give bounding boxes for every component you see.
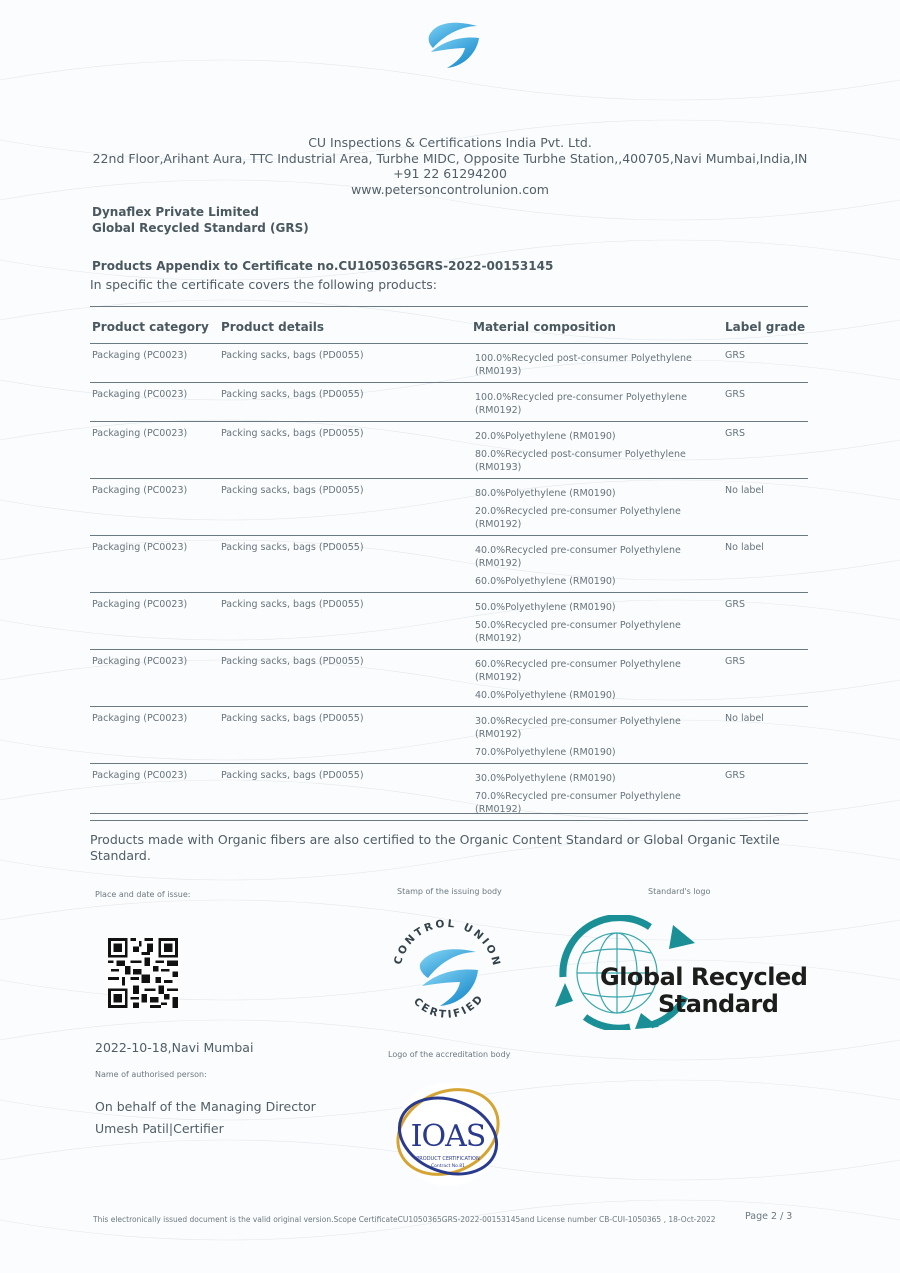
material-item: 50.0%Recycled pre-consumer Polyethylene (RM0192) bbox=[475, 620, 681, 644]
cell-material-composition bbox=[475, 715, 705, 764]
cell-product-category: Packaging (PC0023) bbox=[92, 656, 188, 667]
issuer-address: 22nd Floor,Arihant Aura, TTC Industrial Area, Turbhe MIDC, Opposite Turbhe Station,,400705,Navi Mumbai,India,IN bbox=[92, 150, 808, 166]
accreditation-logo-label: Logo of the accreditation body bbox=[388, 1050, 511, 1059]
ioas-accreditation-logo bbox=[390, 1076, 506, 1192]
table-row bbox=[90, 383, 808, 422]
cell-material-composition bbox=[475, 544, 705, 593]
cell-product-category: Packaging (PC0023) bbox=[92, 389, 188, 400]
grs-wordmark-line-1: Global Recycled bbox=[600, 963, 808, 991]
cell-product-details: Packing sacks, bags (PD0055) bbox=[221, 770, 364, 781]
header-product-details: Product details bbox=[221, 320, 325, 334]
authorised-line-2: Umesh Patil|Certifier bbox=[95, 1121, 224, 1136]
grs-wordmark-line-2: Standard bbox=[658, 990, 779, 1018]
cell-label-grade: GRS bbox=[725, 599, 745, 610]
covers-text: In specific the certificate covers the following products: bbox=[90, 277, 438, 292]
company-standard: Global Recycled Standard (GRS) bbox=[92, 221, 309, 235]
table-row bbox=[90, 344, 808, 383]
cell-label-grade: No label bbox=[725, 485, 764, 496]
cell-product-category: Packaging (PC0023) bbox=[92, 485, 188, 496]
cell-material-composition bbox=[475, 487, 705, 536]
material-item: 50.0%Polyethylene (RM0190) bbox=[475, 602, 616, 613]
place-date-label: Place and date of issue: bbox=[95, 890, 191, 899]
issuer-header bbox=[0, 135, 900, 197]
cell-product-category: Packaging (PC0023) bbox=[92, 713, 188, 724]
cell-material-composition bbox=[475, 430, 705, 479]
material-item: 30.0%Polyethylene (RM0190) bbox=[475, 773, 616, 784]
qr-code-icon[interactable] bbox=[108, 938, 178, 1008]
appendix-title: Products Appendix to Certificate no.CU1050365GRS-2022-00153145 bbox=[92, 259, 554, 273]
table-row bbox=[90, 536, 808, 593]
issuer-name: CU Inspections & Certifications India Pvt. Ltd. bbox=[308, 135, 592, 150]
cell-product-details: Packing sacks, bags (PD0055) bbox=[221, 485, 364, 496]
svg-text:Contract No.81: Contract No.81 bbox=[431, 1164, 465, 1169]
material-item: 60.0%Polyethylene (RM0190) bbox=[475, 576, 616, 587]
cell-label-grade: No label bbox=[725, 713, 764, 724]
table-row bbox=[90, 593, 808, 650]
table-row bbox=[90, 650, 808, 707]
cell-product-category: Packaging (PC0023) bbox=[92, 350, 188, 361]
svg-text:CERTIFIED: CERTIFIED bbox=[411, 991, 487, 1021]
header-product-category: Product category bbox=[92, 320, 209, 334]
cell-product-details: Packing sacks, bags (PD0055) bbox=[221, 389, 364, 400]
cell-product-category: Packaging (PC0023) bbox=[92, 542, 188, 553]
material-item: 100.0%Recycled post-consumer Polyethylene (RM0193) bbox=[475, 353, 692, 377]
company-name: Dynaflex Private Limited bbox=[92, 205, 260, 219]
cell-label-grade: GRS bbox=[725, 770, 745, 781]
material-item: 70.0%Recycled pre-consumer Polyethylene (RM0192) bbox=[475, 791, 681, 815]
cell-product-details: Packing sacks, bags (PD0055) bbox=[221, 713, 364, 724]
company-block bbox=[92, 204, 309, 236]
cell-product-details: Packing sacks, bags (PD0055) bbox=[221, 542, 364, 553]
svg-text:IOAS: IOAS bbox=[410, 1119, 486, 1154]
material-item: 70.0%Polyethylene (RM0190) bbox=[475, 747, 616, 758]
issuer-phone: +91 22 61294200 bbox=[393, 166, 507, 181]
cell-label-grade: GRS bbox=[725, 428, 745, 439]
table-row bbox=[90, 479, 808, 536]
table-row bbox=[90, 707, 808, 764]
page-number: Page 2 / 3 bbox=[745, 1211, 793, 1222]
products-table bbox=[90, 306, 808, 821]
material-item: 30.0%Recycled pre-consumer Polyethylene (RM0192) bbox=[475, 716, 681, 740]
header-label-grade: Label grade bbox=[725, 320, 806, 334]
material-item: 40.0%Polyethylene (RM0190) bbox=[475, 690, 616, 701]
cell-product-category: Packaging (PC0023) bbox=[92, 599, 188, 610]
cell-material-composition bbox=[475, 601, 705, 650]
material-item: 20.0%Polyethylene (RM0190) bbox=[475, 431, 616, 442]
cell-label-grade: GRS bbox=[725, 656, 745, 667]
issuer-website: www.petersoncontrolunion.com bbox=[351, 181, 549, 197]
material-item: 60.0%Recycled pre-consumer Polyethylene (RM0192) bbox=[475, 659, 681, 683]
cell-label-grade: No label bbox=[725, 542, 764, 553]
grs-logo-wordmark bbox=[600, 964, 807, 1018]
cell-product-details: Packing sacks, bags (PD0055) bbox=[221, 656, 364, 667]
table-header bbox=[90, 307, 808, 344]
stamp-label: Stamp of the issuing body bbox=[397, 887, 502, 896]
svg-text:CONTROL UNION: CONTROL UNION bbox=[391, 917, 503, 969]
cell-material-composition bbox=[475, 352, 705, 383]
material-item: 40.0%Recycled pre-consumer Polyethylene (RM0192) bbox=[475, 545, 681, 569]
table-bottom-rule bbox=[90, 813, 808, 814]
cell-product-details: Packing sacks, bags (PD0055) bbox=[221, 428, 364, 439]
footer-validity-text: This electronically issued document is the valid original version.Scope CertificateCU1050365GRS-2022-00153145and License number CB-CUI-1050365 , 18-Oct-2022 bbox=[93, 1215, 716, 1224]
issue-date-place: 2022-10-18,Navi Mumbai bbox=[95, 1040, 254, 1055]
authorised-person-label: Name of authorised person: bbox=[95, 1070, 207, 1079]
standard-logo-label: Standard's logo bbox=[648, 887, 711, 896]
material-item: 80.0%Recycled post-consumer Polyethylene (RM0193) bbox=[475, 449, 686, 473]
material-item: 100.0%Recycled pre-consumer Polyethylene (RM0192) bbox=[475, 392, 687, 416]
cell-label-grade: GRS bbox=[725, 389, 745, 400]
material-item: 20.0%Recycled pre-consumer Polyethylene (RM0192) bbox=[475, 506, 681, 530]
cell-product-details: Packing sacks, bags (PD0055) bbox=[221, 350, 364, 361]
authorised-line-1: On behalf of the Managing Director bbox=[95, 1099, 316, 1114]
cell-product-category: Packaging (PC0023) bbox=[92, 770, 188, 781]
cell-material-composition bbox=[475, 658, 705, 707]
table-body bbox=[90, 344, 808, 821]
svg-text:PRODUCT CERTIFICATION: PRODUCT CERTIFICATION bbox=[416, 1156, 480, 1162]
material-item: 80.0%Polyethylene (RM0190) bbox=[475, 488, 616, 499]
control-union-wave-icon bbox=[425, 18, 481, 70]
header-material-composition: Material composition bbox=[473, 320, 616, 334]
organic-note: Products made with Organic fibers are also certified to the Organic Content Standard or Global Organic Textile Standard. bbox=[90, 832, 780, 863]
authorised-person bbox=[95, 1096, 316, 1140]
control-union-certified-stamp bbox=[386, 912, 508, 1032]
table-row bbox=[90, 422, 808, 479]
cell-label-grade: GRS bbox=[725, 350, 745, 361]
cell-product-category: Packaging (PC0023) bbox=[92, 428, 188, 439]
cell-product-details: Packing sacks, bags (PD0055) bbox=[221, 599, 364, 610]
cell-material-composition bbox=[475, 391, 705, 422]
